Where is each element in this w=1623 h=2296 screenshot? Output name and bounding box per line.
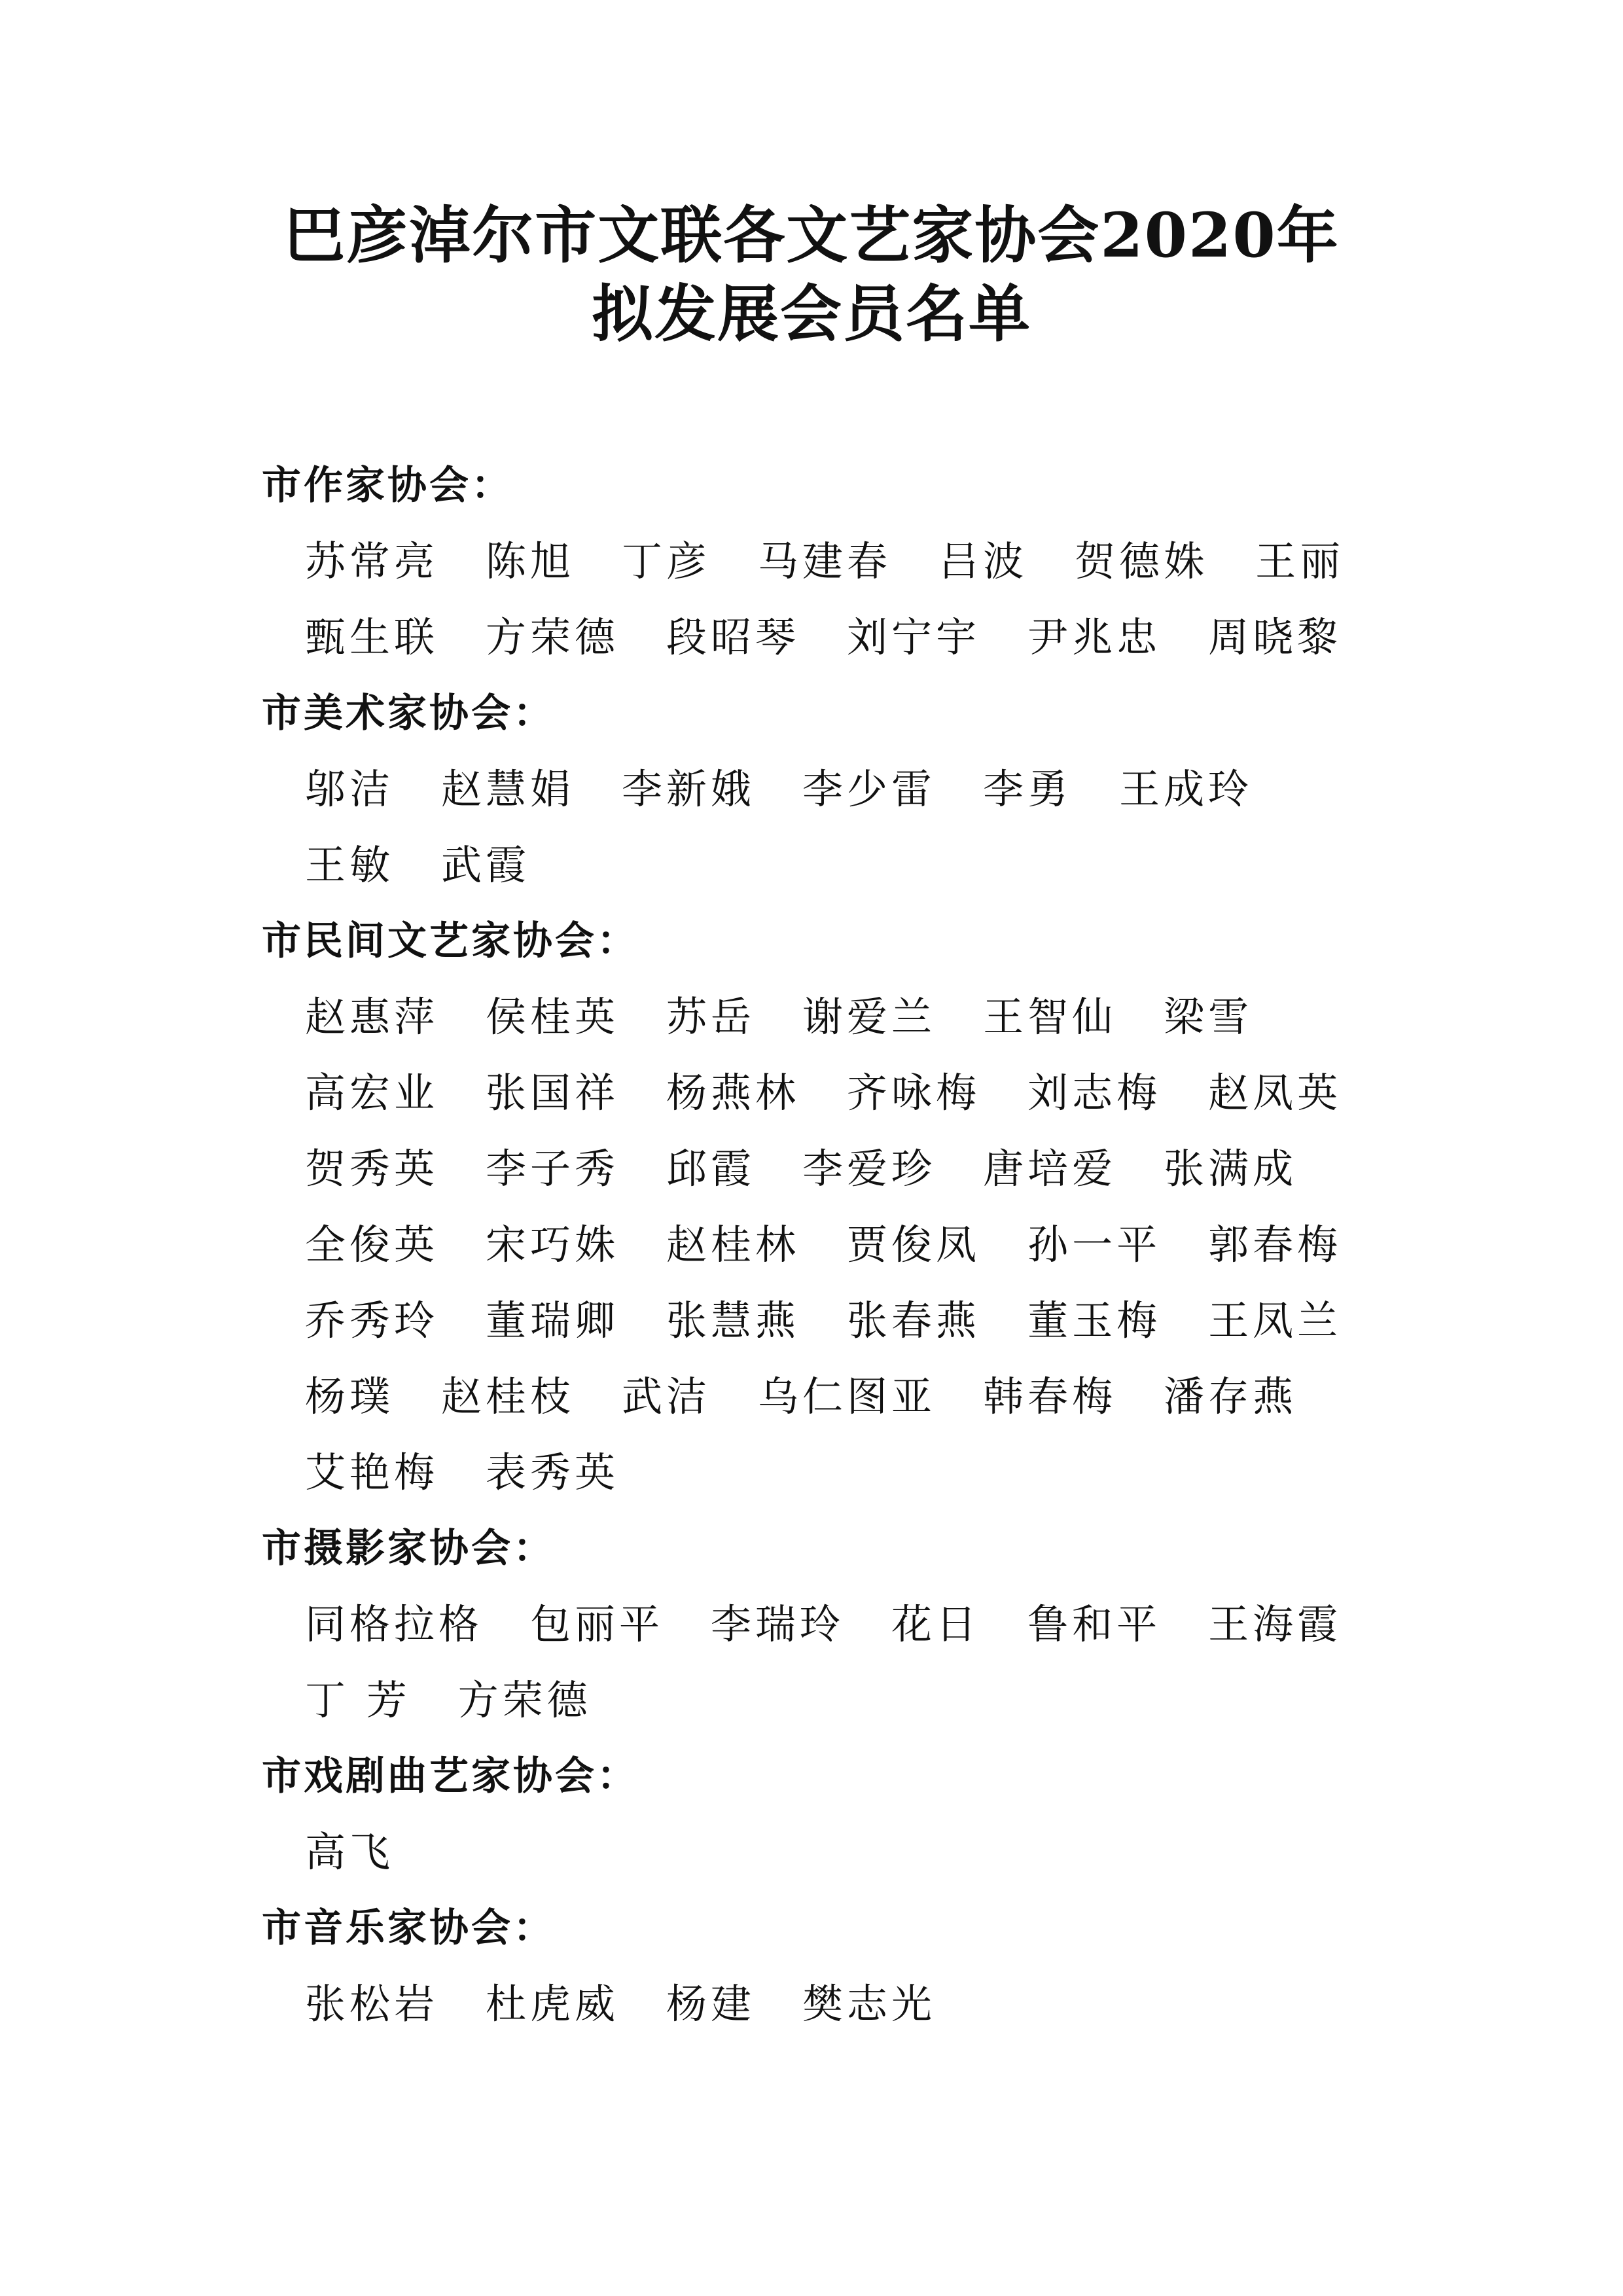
member-name: 赵凤英	[1208, 1069, 1342, 1117]
member-name: 赵惠萍	[305, 993, 439, 1041]
member-name: 杨建	[666, 1980, 756, 2028]
member-name: 包丽平	[530, 1600, 664, 1648]
member-name: 侯桂英	[486, 993, 620, 1041]
member-name: 全俊英	[305, 1221, 439, 1268]
member-name: 段昭琴	[666, 613, 800, 661]
member-name: 赵慧娟	[441, 765, 575, 813]
name-row	[262, 1359, 1505, 1435]
member-name: 苏岳	[666, 993, 756, 1041]
member-name: 李勇	[983, 765, 1073, 813]
name-row	[262, 1966, 1505, 2042]
member-name: 董瑞卿	[486, 1297, 620, 1344]
member-name: 王丽	[1255, 537, 1345, 585]
section-heading: 市摄影家协会：	[262, 1526, 555, 1571]
member-name: 丁 芳	[305, 1676, 411, 1724]
title-line-2: 拟发展会员名单	[591, 278, 1031, 350]
member-name: 花日	[891, 1600, 981, 1648]
member-name: 陈旭	[486, 537, 575, 585]
member-name: 乔秀玲	[305, 1297, 439, 1344]
member-list	[262, 448, 1505, 2042]
member-name: 樊志光	[802, 1980, 936, 2028]
name-row	[262, 1814, 1505, 1890]
member-name: 张春燕	[847, 1297, 981, 1344]
member-name: 郭春梅	[1208, 1221, 1342, 1268]
name-row	[262, 524, 1505, 600]
name-row	[262, 1207, 1505, 1283]
member-name: 马建春	[758, 537, 892, 585]
member-name: 鲁和平	[1027, 1600, 1162, 1648]
member-name: 赵桂枝	[441, 1372, 575, 1420]
section-heading: 市美术家协会：	[262, 691, 555, 736]
member-name: 高宏业	[305, 1069, 439, 1117]
member-name: 杨璞	[305, 1372, 395, 1420]
member-name: 艾艳梅	[305, 1448, 439, 1496]
member-name: 王智仙	[983, 993, 1117, 1041]
member-name: 王敏	[305, 841, 395, 889]
member-name: 潘存燕	[1164, 1372, 1298, 1420]
member-name: 梁雪	[1164, 993, 1253, 1041]
member-name: 武洁	[622, 1372, 711, 1420]
member-name: 贺秀英	[305, 1145, 439, 1193]
member-name: 张满成	[1164, 1145, 1298, 1193]
member-name: 李新娥	[622, 765, 756, 813]
member-name: 吕波	[938, 537, 1028, 585]
name-row	[262, 827, 1505, 903]
name-row	[262, 1283, 1505, 1359]
member-name: 同格拉格	[305, 1600, 484, 1648]
member-name: 尹兆忠	[1027, 613, 1162, 661]
member-name: 刘宁宇	[847, 613, 981, 661]
name-row	[262, 1131, 1505, 1207]
section-heading: 市音乐家协会：	[262, 1905, 555, 1951]
member-name: 乌仁图亚	[758, 1372, 936, 1420]
title-line-1: 巴彦淖尔市文联各文艺家协会2020年	[283, 200, 1340, 272]
member-name: 谢爱兰	[802, 993, 936, 1041]
member-name: 李子秀	[486, 1145, 620, 1193]
member-name: 表秀英	[486, 1448, 620, 1496]
member-name: 张慧燕	[666, 1297, 800, 1344]
member-name: 贾俊凤	[847, 1221, 981, 1268]
section-heading: 市戏剧曲艺家协会：	[262, 1753, 639, 1799]
name-row	[262, 1662, 1505, 1738]
member-name: 孙一平	[1027, 1221, 1162, 1268]
name-row	[262, 751, 1505, 827]
member-name: 苏常亮	[305, 537, 439, 585]
name-row	[262, 600, 1505, 675]
member-name: 韩春梅	[983, 1372, 1117, 1420]
member-name: 杨燕林	[666, 1069, 800, 1117]
member-name: 方荣德	[486, 613, 620, 661]
member-name: 王凤兰	[1208, 1297, 1342, 1344]
member-name: 刘志梅	[1027, 1069, 1162, 1117]
name-row	[262, 1435, 1505, 1511]
member-name: 宋巧姝	[486, 1221, 620, 1268]
member-name: 贺德姝	[1075, 537, 1209, 585]
member-name: 张松岩	[305, 1980, 439, 2028]
section-heading: 市作家协会：	[262, 463, 513, 509]
member-name: 丁彦	[622, 537, 711, 585]
document-title	[0, 196, 1623, 353]
member-name: 王成玲	[1119, 765, 1253, 813]
member-name: 周晓黎	[1208, 613, 1342, 661]
member-name: 王海霞	[1208, 1600, 1342, 1648]
member-name: 甄生联	[305, 613, 439, 661]
member-name: 唐培爱	[983, 1145, 1117, 1193]
member-name: 杜虎威	[486, 1980, 620, 2028]
member-name: 邬洁	[305, 765, 395, 813]
member-name: 李少雷	[802, 765, 936, 813]
member-name: 方荣德	[457, 1676, 592, 1724]
member-name: 赵桂林	[666, 1221, 800, 1268]
member-name: 齐咏梅	[847, 1069, 981, 1117]
member-name: 张国祥	[486, 1069, 620, 1117]
name-row	[262, 1055, 1505, 1131]
member-name: 高飞	[305, 1828, 395, 1876]
section-heading: 市民间文艺家协会：	[262, 918, 639, 964]
member-name: 邱霞	[666, 1145, 756, 1193]
name-row	[262, 979, 1505, 1055]
member-name: 李瑞玲	[711, 1600, 845, 1648]
member-name: 董玉梅	[1027, 1297, 1162, 1344]
member-name: 李爱珍	[802, 1145, 936, 1193]
name-row	[262, 1587, 1505, 1662]
member-name: 武霞	[441, 841, 531, 889]
